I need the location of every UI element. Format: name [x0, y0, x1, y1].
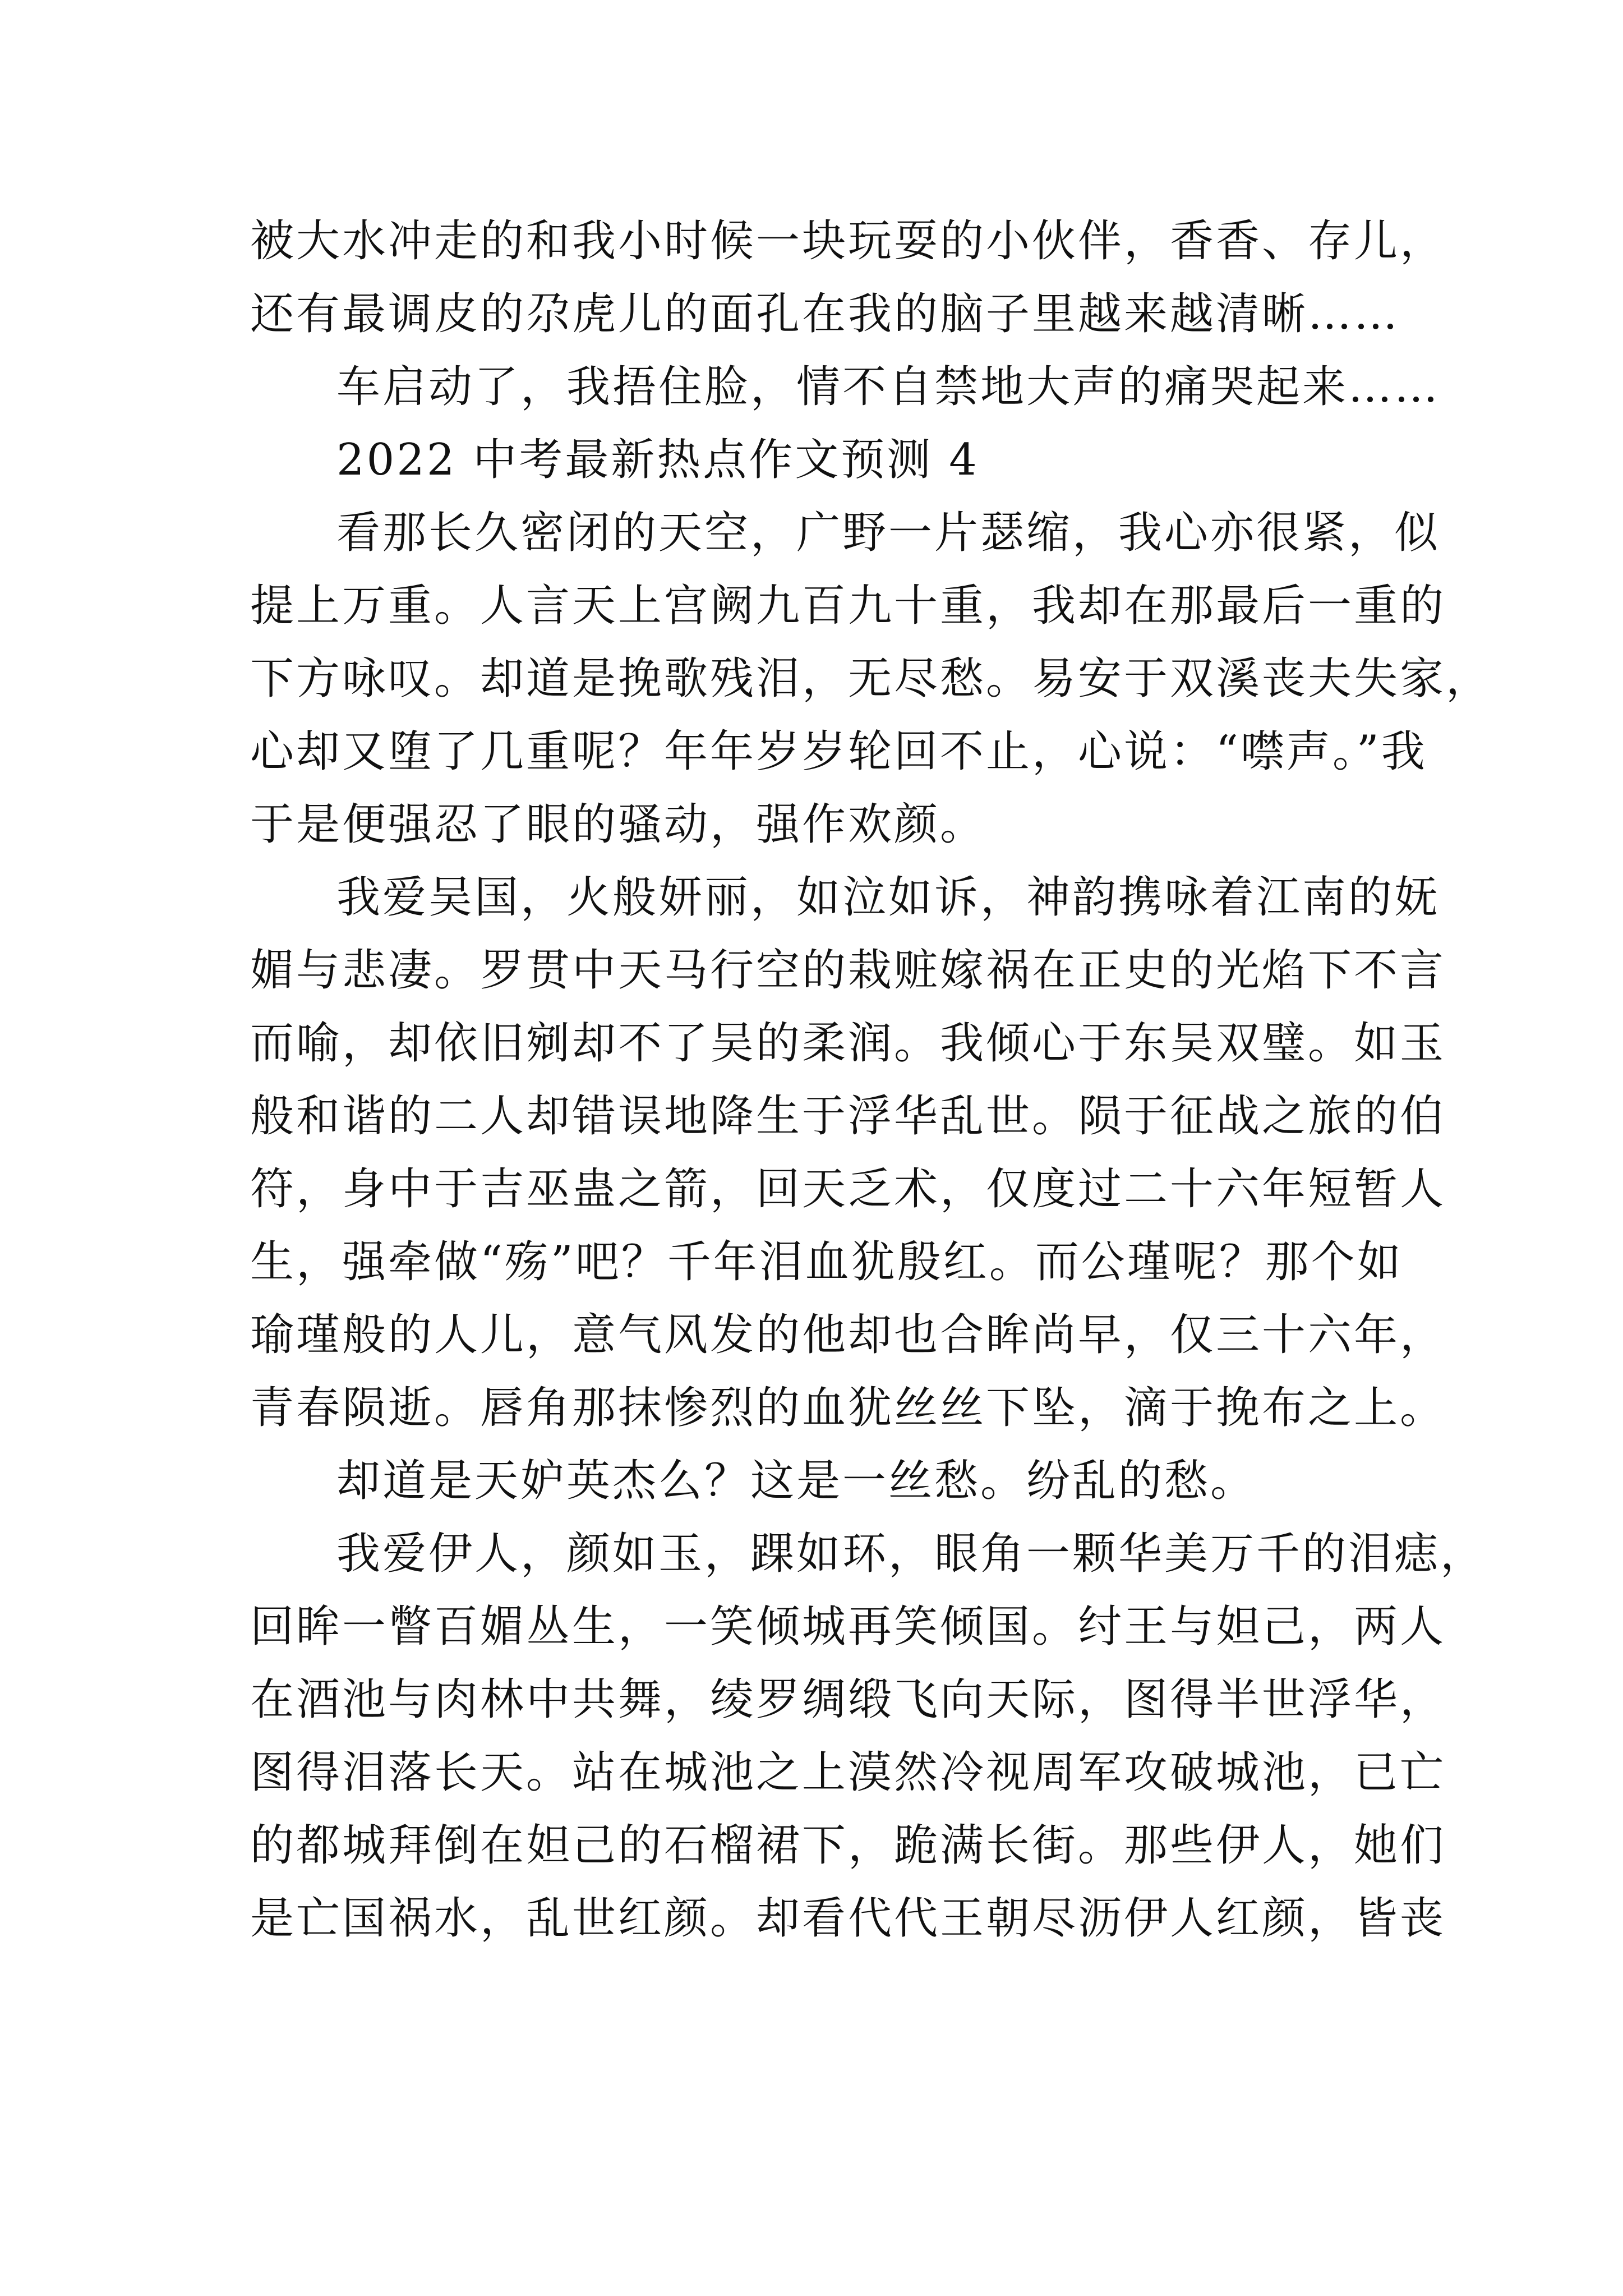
text-line: 心却又堕了几重呢？年年岁岁轮回不止，心说：“噤声。”我: [250, 726, 1427, 777]
text-line: 提上万重。人言天上宫阙九百九十重，我却在那最后一重的: [250, 581, 1446, 631]
text-line: 瑜瑾般的人儿，意气风发的他却也合眸尚早，仅三十六年，: [250, 1310, 1446, 1360]
text-line: 青春陨逝。唇角那抹惨烈的血犹丝丝下坠，滴于挽布之上。: [250, 1383, 1446, 1433]
text-line: 我爱伊人，颜如玉，踝如环，眼角一颗华美万千的泪痣，: [336, 1529, 1487, 1579]
text-line: 媚与悲凄。罗贯中天马行空的栽赃嫁祸在正史的光焰下不言: [250, 945, 1446, 996]
text-line: 图得泪落长天。站在城池之上漠然冷视周军攻破城池，已亡: [250, 1747, 1446, 1798]
text-line: 般和谐的二人却错误地降生于浮华乱世。陨于征战之旅的伯: [250, 1091, 1446, 1142]
text-line: 在酒池与肉林中共舞，绫罗绸缎飞向天际，图得半世浮华，: [250, 1674, 1446, 1725]
text-line: 我爱吴国，火般妍丽，如泣如诉，神韵携咏着江南的妩: [336, 872, 1441, 923]
text-line: 下方咏叹。却道是挽歌残泪，无尽愁。易安于双溪丧夫失家，: [250, 654, 1492, 704]
text-line: 于是便强忍了眼的骚动，强作欢颜。: [250, 799, 986, 850]
text-line: 还有最调皮的尕虎儿的面孔在我的脑子里越来越清晰……: [250, 289, 1400, 339]
text-line: 生，强牵做“殇”吧？千年泪血犹殷红。而公瑾呢？那个如: [250, 1237, 1403, 1287]
text-line: 车启动了，我捂住脸，情不自禁地大声的痛哭起来……: [336, 362, 1441, 412]
text-line: 是亡国祸水，乱世红颜。却看代代王朝尽沥伊人红颜，皆丧: [250, 1893, 1446, 1944]
text-line: 回眸一瞥百媚丛生，一笑倾城再笑倾国。纣王与妲己，两人: [250, 1602, 1446, 1652]
text-line: 而喻，却依旧剜却不了吴的柔润。我倾心于东吴双璧。如玉: [250, 1018, 1446, 1069]
text-line: 被大水冲走的和我小时候一块玩耍的小伙伴，香香、存儿，: [250, 216, 1446, 266]
text-line: 却道是天妒英杰么？这是一丝愁。纷乱的愁。: [336, 1456, 1257, 1506]
text-line: 的都城拜倒在妲己的石榴裙下，跪满长街。那些伊人，她们: [250, 1820, 1446, 1871]
text-line: 符，身中于吉巫蛊之箭，回天乏术，仅度过二十六年短暂人: [250, 1164, 1446, 1214]
text-line: 看那长久密闭的天空，广野一片瑟缩，我心亦很紧，似: [336, 508, 1441, 558]
section-heading: 2022 中考最新热点作文预测 4: [336, 435, 979, 485]
